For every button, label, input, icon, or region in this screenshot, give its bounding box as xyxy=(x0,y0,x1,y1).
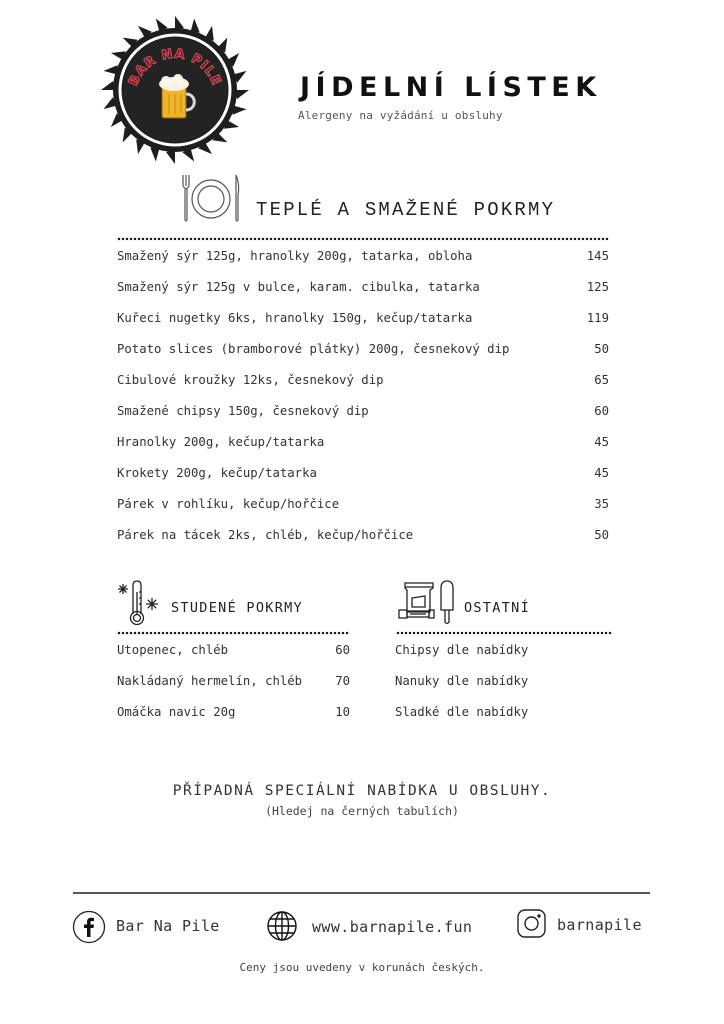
item-name: Cibulové kroužky 12ks, česnekový dip xyxy=(117,373,384,387)
footer-divider xyxy=(73,892,650,894)
item-price: 125 xyxy=(586,280,609,294)
item-price: 50 xyxy=(594,528,609,542)
section-title-cold: STUDENÉ POKRMY xyxy=(171,600,303,616)
menu-item xyxy=(395,705,611,721)
item-price: 119 xyxy=(586,311,609,325)
item-name: Utopenec, chléb xyxy=(117,643,229,657)
item-name: Chipsy dle nabídky xyxy=(395,643,529,657)
website-link[interactable]: www.barnapile.fun xyxy=(312,918,473,936)
item-name: Omáčka navic 20g xyxy=(117,705,236,719)
item-name: Potato slices (bramborové plátky) 200g, česnekový dip xyxy=(117,342,510,356)
page-title: JÍDELNÍ LÍSTEK xyxy=(300,72,602,103)
item-name: Smažené chipsy 150g, česnekový dip xyxy=(117,404,369,418)
menu-item xyxy=(117,404,609,420)
section-title-other: OSTATNÍ xyxy=(464,600,530,616)
thermometer-snowflake-icon xyxy=(114,580,162,626)
menu-item xyxy=(117,674,350,690)
item-price: 35 xyxy=(594,497,609,511)
item-price: 70 xyxy=(335,674,350,688)
special-offer-title: PŘÍPADNÁ SPECIÁLNÍ NABÍDKA U OBSLUHY. xyxy=(172,783,552,799)
item-name: Hranolky 200g, kečup/tatarka xyxy=(117,435,325,449)
special-offer-subtitle: (Hledej na černých tabulích) xyxy=(265,804,459,818)
plate-cutlery-icon xyxy=(180,172,242,224)
dotted-divider xyxy=(117,631,350,635)
item-name: Krokety 200g, kečup/tatarka xyxy=(117,466,317,480)
allergens-note: Alergeny na vyžádání u obsluhy xyxy=(298,109,503,122)
svg-text:BAR NA PILE: BAR NA PILE xyxy=(126,46,224,89)
menu-item xyxy=(117,311,609,327)
item-price: 45 xyxy=(594,466,609,480)
dotted-divider xyxy=(396,631,612,635)
item-name: Kuřeci nugetky 6ks, hranolky 150g, kečup/tatarka xyxy=(117,311,473,325)
menu-item xyxy=(395,674,611,690)
item-name: Sladké dle nabídky xyxy=(395,705,529,719)
item-price: 60 xyxy=(335,643,350,657)
instagram-icon[interactable] xyxy=(517,909,546,938)
facebook-link[interactable]: Bar Na Pile xyxy=(116,917,220,935)
snacks-icecream-icon xyxy=(395,580,459,626)
item-name: Nanuky dle nabídky xyxy=(395,674,529,688)
menu-item xyxy=(117,249,609,265)
menu-item xyxy=(117,528,609,544)
menu-item xyxy=(395,643,611,659)
section-title-hot: TEPLÉ A SMAŽENÉ POKRMY xyxy=(256,199,556,221)
currency-note: Ceny jsou uvedeny v korunách českých. xyxy=(239,961,485,974)
menu-item xyxy=(117,435,609,451)
item-name: Párek v rohlíku, kečup/hořčice xyxy=(117,497,340,511)
bar-logo xyxy=(100,15,250,165)
instagram-link[interactable]: barnapile xyxy=(557,916,642,934)
menu-item xyxy=(117,373,609,389)
dotted-divider xyxy=(117,237,609,241)
item-price: 145 xyxy=(586,249,609,263)
facebook-icon[interactable] xyxy=(72,910,106,944)
menu-item xyxy=(117,497,609,513)
item-name: Párek na tácek 2ks, chléb, kečup/hořčice xyxy=(117,528,414,542)
item-price: 50 xyxy=(594,342,609,356)
item-price: 10 xyxy=(335,705,350,719)
menu-item xyxy=(117,466,609,482)
menu-item xyxy=(117,342,609,358)
menu-item xyxy=(117,705,350,721)
item-price: 60 xyxy=(594,404,609,418)
item-name: Smažený sýr 125g v bulce, karam. cibulka, tatarka xyxy=(117,280,480,294)
item-price: 65 xyxy=(594,373,609,387)
globe-icon[interactable] xyxy=(266,910,298,942)
item-price: 45 xyxy=(594,435,609,449)
item-name: Nakládaný hermelín, chléb xyxy=(117,674,303,688)
menu-item xyxy=(117,643,350,659)
menu-item xyxy=(117,280,609,296)
item-name: Smažený sýr 125g, hranolky 200g, tatarka, obloha xyxy=(117,249,473,263)
